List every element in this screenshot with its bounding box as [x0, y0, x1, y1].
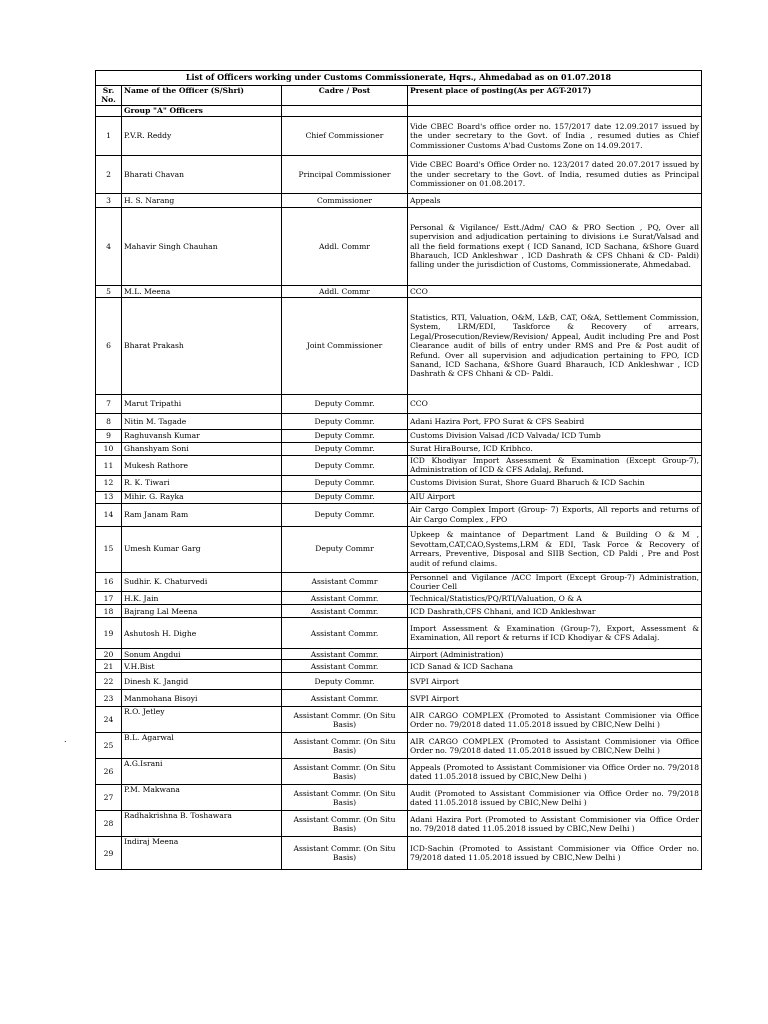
cadre-post-cell: Deputy Commr	[282, 526, 408, 572]
cadre-post-cell: Assistant Commr. (On Situ Basis)	[282, 733, 408, 759]
posting-cell: Personnel and Vigilance /ACC Import (Except Group-7) Administration, Courier Cell	[408, 572, 702, 592]
officer-name-cell: Bharati Chavan	[122, 155, 282, 193]
table-row	[96, 297, 702, 394]
officer-name-cell: M.L. Meena	[122, 285, 282, 297]
header-officer-name: Name of the Officer (S/Shri)	[122, 86, 282, 106]
cadre-post-cell: Commissioner	[282, 193, 408, 207]
table-row	[96, 503, 702, 526]
posting-cell: Customs Division Valsad /ICD Valvada/ ICD Tumb	[408, 429, 702, 442]
sr-no-cell: 5	[96, 285, 122, 297]
cadre-post-cell: Assistant Commr. (On Situ Basis)	[282, 759, 408, 785]
posting-cell: Vide CBEC Board's office order no. 157/2017 date 12.09.2017 issued by the under secretary to the Govt. of India , resumed duties as Chief Commissioner Customs A'bad Customs Zone on 14.09.2017.	[408, 116, 702, 155]
sr-no-cell: 3	[96, 193, 122, 207]
posting-cell: Appeals (Promoted to Assistant Commisioner via Office Order no. 79/2018 dated 11.05.2018 issued by CBIC,New Delhi )	[408, 759, 702, 785]
officer-name-cell: Mihir. G. Rayka	[122, 491, 282, 503]
table-row	[96, 690, 702, 707]
sr-no-cell: 14	[96, 503, 122, 526]
cadre-post-cell: Deputy Commr.	[282, 491, 408, 503]
officers-list-document	[95, 70, 701, 870]
sr-no-cell: 1	[96, 116, 122, 155]
table-row	[96, 707, 702, 733]
posting-cell: SVPI Airport	[408, 673, 702, 690]
posting-cell: Airport (Administration)	[408, 649, 702, 660]
table-row	[96, 733, 702, 759]
sr-no-cell: 6	[96, 297, 122, 394]
sr-no-cell: 13	[96, 491, 122, 503]
officer-name-cell: Umesh Kumar Garg	[122, 526, 282, 572]
posting-cell: Technical/Statistics/PQ/RTI/Valuation, O & A	[408, 592, 702, 605]
sr-no-cell: 25	[96, 733, 122, 759]
table-row	[96, 605, 702, 618]
sr-no-cell: 8	[96, 413, 122, 429]
sr-no-cell: 22	[96, 673, 122, 690]
group-label: Group "A" Officers	[122, 105, 282, 116]
posting-cell: SVPI Airport	[408, 690, 702, 707]
posting-cell: Upkeep & maintance of Department Land & Building O & M , Sevottam,CAT,CAO,Systems,LRM & EDI, Task Force & Recovery of Arrears, Preventive, Disposal and SIIB Section, CD Paldi , Pre and Post audit of refund claims.	[408, 526, 702, 572]
sr-no-cell: 18	[96, 605, 122, 618]
cadre-post-cell: Principal Commissioner	[282, 155, 408, 193]
posting-cell: ICD Sanad & ICD Sachana	[408, 660, 702, 673]
sr-no-cell: 28	[96, 811, 122, 837]
posting-cell: CCO	[408, 394, 702, 413]
sr-no-cell: 12	[96, 475, 122, 491]
table-row	[96, 193, 702, 207]
table-row	[96, 572, 702, 592]
sr-no-cell: 17	[96, 592, 122, 605]
posting-cell: Appeals	[408, 193, 702, 207]
sr-no-cell: 2	[96, 155, 122, 193]
cadre-post-cell: Deputy Commr.	[282, 429, 408, 442]
table-row	[96, 394, 702, 413]
officer-name-cell: Ram Janam Ram	[122, 503, 282, 526]
sr-no-cell: 11	[96, 455, 122, 475]
cadre-post-cell: Assistant Commr.	[282, 605, 408, 618]
cadre-post-cell: Deputy Commr.	[282, 673, 408, 690]
sr-no-cell: 21	[96, 660, 122, 673]
officer-name-cell: Bharat Prakash	[122, 297, 282, 394]
posting-cell: Surat HiraBourse, ICD Kribhco.	[408, 442, 702, 455]
table-row	[96, 207, 702, 285]
cadre-post-cell: Deputy Commr.	[282, 394, 408, 413]
posting-cell: ICD Dashrath,CFS Chhani, and ICD Ankleshwar	[408, 605, 702, 618]
table-row	[96, 592, 702, 605]
sr-no-cell: 16	[96, 572, 122, 592]
cadre-post-cell: Deputy Commr.	[282, 503, 408, 526]
table-row	[96, 285, 702, 297]
cadre-post-cell: Assistant Commr. (On Situ Basis)	[282, 785, 408, 811]
cadre-post-cell: Assistant Commr. (On Situ Basis)	[282, 837, 408, 870]
cadre-post-cell: Addl. Commr	[282, 285, 408, 297]
posting-cell: AIR CARGO COMPLEX (Promoted to Assistant Commisioner via Office Order no. 79/2018 dated 11.05.2018 issued by CBIC,New Delhi )	[408, 707, 702, 733]
table-row	[96, 442, 702, 455]
cadre-post-cell: Assistant Commr.	[282, 660, 408, 673]
cadre-post-cell: Addl. Commr	[282, 207, 408, 285]
sr-no-cell: 4	[96, 207, 122, 285]
stray-mark: .	[64, 735, 67, 744]
cadre-post-cell: Chief Commissioner	[282, 116, 408, 155]
table-row	[96, 413, 702, 429]
posting-cell: ICD Khodiyar Import Assessment & Examination (Except Group-7), Administration of ICD & CFS Adalaj, Refund.	[408, 455, 702, 475]
header-sr-no: Sr. No.	[96, 86, 122, 106]
sr-no-cell: 27	[96, 785, 122, 811]
table-row	[96, 491, 702, 503]
posting-cell: ICD-Sachin (Promoted to Assistant Commisioner via Office Order no. 79/2018 dated 11.05.2018 issued by CBIC,New Delhi )	[408, 837, 702, 870]
officer-name-cell: B.L. Agarwal	[122, 733, 282, 759]
officer-name-cell: R.O. Jetley	[122, 707, 282, 733]
officer-name-cell: H. S. Narang	[122, 193, 282, 207]
table-row	[96, 759, 702, 785]
posting-cell: AIU Airport	[408, 491, 702, 503]
table-row	[96, 649, 702, 660]
sr-no-cell: 15	[96, 526, 122, 572]
cadre-post-cell: Assistant Commr.	[282, 690, 408, 707]
officer-name-cell: A.G.Israni	[122, 759, 282, 785]
officer-name-cell: Dinesh K. Jangid	[122, 673, 282, 690]
sr-no-cell: 9	[96, 429, 122, 442]
officer-name-cell: Indiraj Meena	[122, 837, 282, 870]
table-row	[96, 155, 702, 193]
cadre-post-cell: Assistant Commr.	[282, 649, 408, 660]
officer-name-cell: R. K. Tiwari	[122, 475, 282, 491]
group-cadre-cell	[282, 105, 408, 116]
cadre-post-cell: Assistant Commr.	[282, 618, 408, 649]
cadre-post-cell: Deputy Commr.	[282, 455, 408, 475]
officer-name-cell: Marut Tripathi	[122, 394, 282, 413]
posting-cell: Audit (Promoted to Assistant Commisioner via Office Order no. 79/2018 dated 11.05.2018 issued by CBIC,New Delhi )	[408, 785, 702, 811]
cadre-post-cell: Assistant Commr	[282, 572, 408, 592]
officer-name-cell: Bajrang Lal Meena	[122, 605, 282, 618]
posting-cell: Vide CBEC Board's Office Order no. 123/2017 dated 20.07.2017 issued by the under secretary to the Govt. of India, resumed duties as Principal Commissioner on 01.08.2017.	[408, 155, 702, 193]
posting-cell: Adani Hazira Port (Promoted to Assistant Commisioner via Office Order no. 79/2018 dated 11.05.2018 issued by CBIC,New Delhi )	[408, 811, 702, 837]
officer-name-cell: Mahavir Singh Chauhan	[122, 207, 282, 285]
officer-name-cell: Nitin M. Tagade	[122, 413, 282, 429]
officer-name-cell: Raghuvansh Kumar	[122, 429, 282, 442]
header-cadre-post: Cadre / Post	[282, 86, 408, 106]
sr-no-cell: 23	[96, 690, 122, 707]
table-row	[96, 429, 702, 442]
officer-name-cell: Mukesh Rathore	[122, 455, 282, 475]
sr-no-cell: 26	[96, 759, 122, 785]
table-row	[96, 673, 702, 690]
cadre-post-cell: Assistant Commr. (On Situ Basis)	[282, 811, 408, 837]
officer-name-cell: Radhakrishna B. Toshawara	[122, 811, 282, 837]
cadre-post-cell: Joint Commissioner	[282, 297, 408, 394]
group-posting-cell	[408, 105, 702, 116]
posting-cell: Air Cargo Complex Import (Group- 7) Exports, All reports and returns of Air Cargo Complex , FPO	[408, 503, 702, 526]
officer-name-cell: Ghanshyam Soni	[122, 442, 282, 455]
cadre-post-cell: Deputy Commr.	[282, 475, 408, 491]
officer-name-cell: Sonum Angdui	[122, 649, 282, 660]
posting-cell: AIR CARGO COMPLEX (Promoted to Assistant Commisioner via Office Order no. 79/2018 dated 11.05.2018 issued by CBIC,New Delhi )	[408, 733, 702, 759]
sr-no-cell: 20	[96, 649, 122, 660]
sr-no-cell: 19	[96, 618, 122, 649]
officer-name-cell: Manmohana Bisoyi	[122, 690, 282, 707]
table-row	[96, 116, 702, 155]
table-row	[96, 475, 702, 491]
sr-no-cell: 10	[96, 442, 122, 455]
table-row	[96, 660, 702, 673]
table-row	[96, 837, 702, 870]
posting-cell: Import Assessment & Examination (Group-7), Export, Assessment & Examination, All report & returns if ICD Khodiyar & CFS Adalaj.	[408, 618, 702, 649]
officer-name-cell: Ashutosh H. Dighe	[122, 618, 282, 649]
officer-name-cell: Sudhir. K. Chaturvedi	[122, 572, 282, 592]
header-present-posting: Present place of posting(As per AGT-2017)	[408, 86, 702, 106]
document-title: List of Officers working under Customs Commissionerate, Hqrs., Ahmedabad as on 01.07.2018	[96, 71, 702, 86]
posting-cell: Personal & Vigilance/ Estt./Adm/ CAO & PRO Section , PQ, Over all supervision and adjudication pertaining to divisions i.e Surat/Valsad and all the field formations exept ( ICD Sanand, ICD Sachana, &Shore Guard Bharauch, ICD Ankleshwar , ICD Dashrath & CFS Chhani & CD- Paldi) falling under the jurisdiction of Customs, Commissionerate, Ahmedabad.	[408, 207, 702, 285]
cadre-post-cell: Deputy Commr.	[282, 442, 408, 455]
posting-cell: Statistics, RTI, Valuation, O&M, L&B, CAT, O&A, Settlement Commission, System, LRM/EDI, Taskforce & Recovery of arrears, Legal/Prosecution/Review/Revision/ Appeal, Audit including Pre and Post Clearance audit of bills of entry under RMS and Pre & Post audit of Refund. Over all supervision and adjudication pertaining to FPO, ICD Sanand, ICD Sachana, &Shore Guard Bharauch, ICD Ankleshwar , ICD Dashrath & CFS Chhani & CD- Paldi.	[408, 297, 702, 394]
officer-name-cell: P.M. Makwana	[122, 785, 282, 811]
posting-cell: Adani Hazira Port, FPO Surat & CFS Seabird	[408, 413, 702, 429]
table-row	[96, 526, 702, 572]
officer-name-cell: H.K. Jain	[122, 592, 282, 605]
table-row	[96, 455, 702, 475]
cadre-post-cell: Deputy Commr.	[282, 413, 408, 429]
table-row	[96, 618, 702, 649]
sr-no-cell: 24	[96, 707, 122, 733]
table-row	[96, 811, 702, 837]
sr-no-cell: 29	[96, 837, 122, 870]
cadre-post-cell: Assistant Commr.	[282, 592, 408, 605]
group-sr-cell	[96, 105, 122, 116]
cadre-post-cell: Assistant Commr. (On Situ Basis)	[282, 707, 408, 733]
officers-table	[95, 70, 702, 870]
posting-cell: Customs Division Surat, Shore Guard Bharuch & ICD Sachin	[408, 475, 702, 491]
sr-no-cell: 7	[96, 394, 122, 413]
table-row	[96, 785, 702, 811]
posting-cell: CCO	[408, 285, 702, 297]
officer-name-cell: V.H.Bist	[122, 660, 282, 673]
officer-name-cell: P.V.R. Reddy	[122, 116, 282, 155]
